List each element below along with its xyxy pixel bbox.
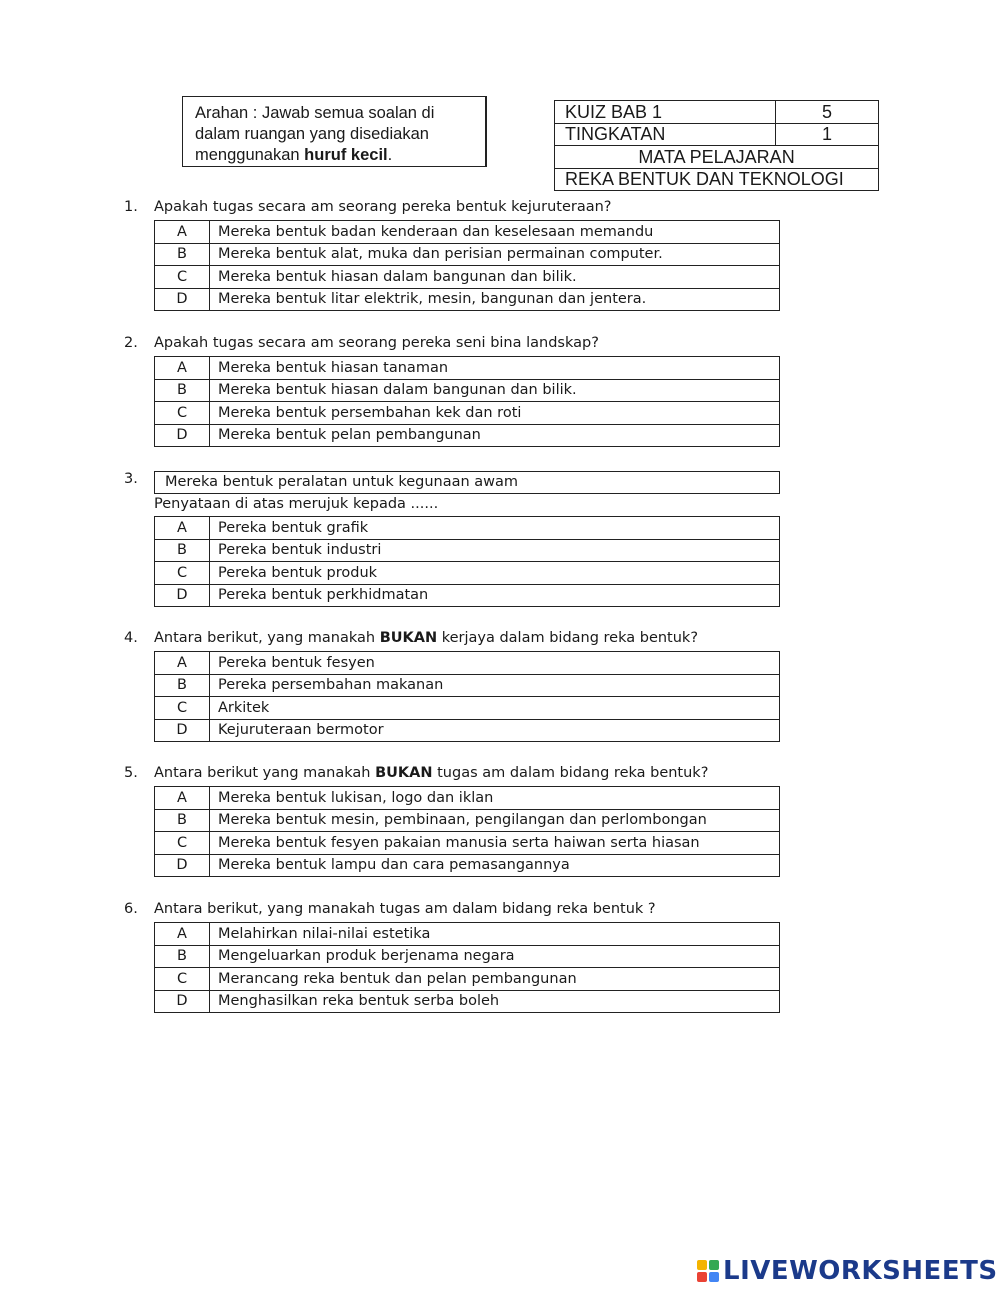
instruction-line-2: dalam ruangan yang disediakan bbox=[195, 125, 429, 143]
form-value: 1 bbox=[776, 123, 879, 146]
option-letter: A bbox=[155, 787, 210, 810]
option-letter: A bbox=[155, 923, 210, 946]
option-row[interactable] bbox=[155, 243, 780, 266]
option-row[interactable] bbox=[155, 945, 780, 968]
option-letter: B bbox=[155, 243, 210, 266]
option-letter: B bbox=[155, 539, 210, 562]
option-text: Mereka bentuk hiasan tanaman bbox=[210, 357, 780, 380]
question-number: 1. bbox=[124, 199, 138, 215]
option-row[interactable] bbox=[155, 652, 780, 675]
option-letter: D bbox=[155, 424, 210, 447]
question-number: 3. bbox=[124, 471, 138, 487]
option-text: Menghasilkan reka bentuk serba boleh bbox=[210, 990, 780, 1013]
option-letter: D bbox=[155, 584, 210, 607]
option-letter: D bbox=[155, 990, 210, 1013]
option-row[interactable] bbox=[155, 719, 780, 742]
option-row[interactable] bbox=[155, 357, 780, 380]
quiz-value: 5 bbox=[776, 101, 879, 124]
logo-square bbox=[697, 1260, 707, 1270]
instruction-emphasis: huruf kecil bbox=[304, 146, 388, 164]
option-letter: A bbox=[155, 221, 210, 244]
option-letter: B bbox=[155, 945, 210, 968]
subject-name-row bbox=[555, 168, 879, 191]
option-row[interactable] bbox=[155, 402, 780, 425]
question-text: Penyataan di atas merujuk kepada ...... bbox=[154, 496, 439, 512]
quiz-label: KUIZ BAB 1 bbox=[555, 101, 776, 124]
option-row[interactable] bbox=[155, 379, 780, 402]
option-letter: C bbox=[155, 832, 210, 855]
option-text: Mereka bentuk lampu dan cara pemasangannya bbox=[210, 854, 780, 877]
option-text: Arkitek bbox=[210, 697, 780, 720]
instruction-line-3-prefix: menggunakan bbox=[195, 146, 305, 164]
form-label: TINGKATAN bbox=[555, 123, 776, 146]
option-row[interactable] bbox=[155, 517, 780, 540]
logo-square bbox=[709, 1260, 719, 1270]
question-number: 2. bbox=[124, 335, 138, 351]
option-letter: A bbox=[155, 652, 210, 675]
option-row[interactable] bbox=[155, 968, 780, 991]
question-text-suffix: tugas am dalam bidang reka bentuk? bbox=[432, 765, 709, 781]
option-row[interactable] bbox=[155, 854, 780, 877]
question-text bbox=[154, 630, 698, 646]
option-row[interactable] bbox=[155, 832, 780, 855]
option-row[interactable] bbox=[155, 221, 780, 244]
option-text: Pereka bentuk produk bbox=[210, 562, 780, 585]
option-row[interactable] bbox=[155, 674, 780, 697]
instruction-line-3-suffix: . bbox=[387, 146, 393, 164]
option-letter: C bbox=[155, 968, 210, 991]
instruction-box bbox=[182, 96, 487, 167]
option-letter: A bbox=[155, 517, 210, 540]
option-text: Mereka bentuk pelan pembangunan bbox=[210, 424, 780, 447]
quiz-row bbox=[555, 101, 879, 124]
option-letter: B bbox=[155, 809, 210, 832]
question-number: 5. bbox=[124, 765, 138, 781]
quiz-info-table bbox=[554, 100, 879, 191]
question-text: Apakah tugas secara am seorang pereka bentuk kejuruteraan? bbox=[154, 199, 612, 215]
option-letter: C bbox=[155, 697, 210, 720]
option-text: Mereka bentuk fesyen pakaian manusia serta haiwan serta hiasan bbox=[210, 832, 780, 855]
option-row[interactable] bbox=[155, 809, 780, 832]
question-emphasis: BUKAN bbox=[375, 765, 433, 781]
option-letter: C bbox=[155, 562, 210, 585]
question-text bbox=[154, 765, 708, 781]
option-text: Merancang reka bentuk dan pelan pembangunan bbox=[210, 968, 780, 991]
option-row[interactable] bbox=[155, 923, 780, 946]
subject-heading-row bbox=[555, 146, 879, 169]
option-letter: C bbox=[155, 402, 210, 425]
options-table bbox=[154, 922, 780, 1013]
option-text: Pereka bentuk perkhidmatan bbox=[210, 584, 780, 607]
option-row[interactable] bbox=[155, 584, 780, 607]
option-row[interactable] bbox=[155, 697, 780, 720]
option-text: Pereka bentuk industri bbox=[210, 539, 780, 562]
instruction-line-1: Arahan : Jawab semua soalan di bbox=[195, 104, 435, 122]
options-table bbox=[154, 356, 780, 447]
option-letter: B bbox=[155, 379, 210, 402]
option-text: Mereka bentuk litar elektrik, mesin, bangunan dan jentera. bbox=[210, 288, 780, 311]
logo-text: LIVEWORKSHEETS bbox=[723, 1256, 998, 1286]
option-text: Pereka bentuk grafik bbox=[210, 517, 780, 540]
option-letter: B bbox=[155, 674, 210, 697]
option-row[interactable] bbox=[155, 288, 780, 311]
logo-square bbox=[697, 1272, 707, 1282]
options-table bbox=[154, 786, 780, 877]
instruction-line-3 bbox=[195, 145, 485, 166]
subject-heading: MATA PELAJARAN bbox=[555, 146, 879, 169]
option-row[interactable] bbox=[155, 539, 780, 562]
form-row bbox=[555, 123, 879, 146]
options-table bbox=[154, 651, 780, 742]
option-text: Mereka bentuk hiasan dalam bangunan dan bilik. bbox=[210, 379, 780, 402]
options-table bbox=[154, 516, 780, 607]
option-letter: D bbox=[155, 288, 210, 311]
question-text: Antara berikut, yang manakah tugas am dalam bidang reka bentuk ? bbox=[154, 901, 656, 917]
option-text: Mereka bentuk badan kenderaan dan keselesaan memandu bbox=[210, 221, 780, 244]
option-text: Mengeluarkan produk berjenama negara bbox=[210, 945, 780, 968]
option-letter: C bbox=[155, 266, 210, 289]
option-row[interactable] bbox=[155, 990, 780, 1013]
option-letter: D bbox=[155, 719, 210, 742]
option-row[interactable] bbox=[155, 787, 780, 810]
option-text: Pereka bentuk fesyen bbox=[210, 652, 780, 675]
question-text: Apakah tugas secara am seorang pereka seni bina landskap? bbox=[154, 335, 599, 351]
option-row[interactable] bbox=[155, 424, 780, 447]
option-text: Melahirkan nilai-nilai estetika bbox=[210, 923, 780, 946]
question-text-prefix: Antara berikut yang manakah bbox=[154, 765, 376, 781]
option-row[interactable] bbox=[155, 266, 780, 289]
option-text: Pereka persembahan makanan bbox=[210, 674, 780, 697]
question-emphasis: BUKAN bbox=[379, 630, 438, 646]
option-text: Kejuruteraan bermotor bbox=[210, 719, 780, 742]
question-number: 6. bbox=[124, 901, 138, 917]
question-statement-box: Mereka bentuk peralatan untuk kegunaan awam bbox=[154, 471, 780, 494]
option-letter: D bbox=[155, 854, 210, 877]
option-text: Mereka bentuk persembahan kek dan roti bbox=[210, 402, 780, 425]
logo-mark-icon bbox=[697, 1260, 719, 1282]
subject-name: REKA BENTUK DAN TEKNOLOGI bbox=[555, 168, 879, 191]
option-row[interactable] bbox=[155, 562, 780, 585]
option-letter: A bbox=[155, 357, 210, 380]
logo-square bbox=[709, 1272, 719, 1282]
liveworksheets-logo[interactable] bbox=[697, 1256, 998, 1286]
options-table bbox=[154, 220, 780, 311]
option-text: Mereka bentuk alat, muka dan perisian permainan computer. bbox=[210, 243, 780, 266]
question-number: 4. bbox=[124, 630, 138, 646]
option-text: Mereka bentuk lukisan, logo dan iklan bbox=[210, 787, 780, 810]
question-text-prefix: Antara berikut, yang manakah bbox=[154, 630, 380, 646]
option-text: Mereka bentuk hiasan dalam bangunan dan bilik. bbox=[210, 266, 780, 289]
option-text: Mereka bentuk mesin, pembinaan, pengilangan dan perlombongan bbox=[210, 809, 780, 832]
question-text-suffix: kerjaya dalam bidang reka bentuk? bbox=[437, 630, 699, 646]
